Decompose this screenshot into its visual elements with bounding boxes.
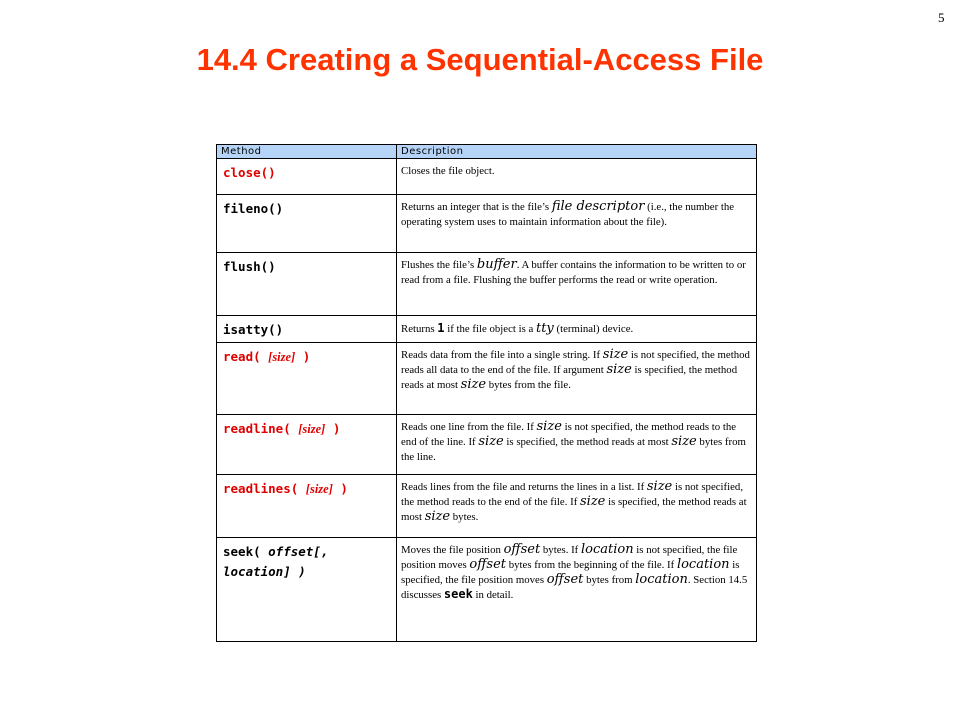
desc-text: Returns (401, 323, 438, 335)
description-isatty (397, 316, 757, 343)
desc-text: bytes from the line. (401, 435, 746, 463)
method-paren: ) (295, 349, 311, 364)
table-row (217, 415, 757, 475)
term-location: location (676, 556, 730, 572)
desc-text: is specified, the method reads at most (401, 363, 738, 391)
term-size: size (478, 433, 504, 449)
term-buffer: buffer (476, 257, 517, 272)
method-name: seek( (223, 544, 269, 559)
table-header-row (217, 145, 757, 159)
desc-text: (i.e., the number the operating system uses to maintain information about the file). (401, 201, 735, 228)
method-close: close() (217, 159, 397, 195)
method-readlines (217, 475, 397, 538)
method-name: read( (223, 349, 269, 364)
desc-text: is not specified, the method reads all data to the end of the file. If argument (401, 349, 750, 376)
desc-text: Flushes the file’s (401, 259, 477, 271)
value-one: 1 (437, 321, 445, 335)
desc-text: bytes from the file. (486, 378, 571, 391)
desc-text: if the file object is a (444, 323, 536, 335)
file-methods-table (216, 144, 757, 642)
description-readline (397, 415, 757, 475)
methods-table-container (216, 144, 756, 642)
desc-text: Closes the file object. (401, 165, 495, 177)
desc-text: is specified, the file position moves (401, 558, 740, 586)
method-isatty: isatty() (217, 316, 397, 343)
table-row (217, 195, 757, 253)
desc-text: Returns an integer that is the file’s (401, 201, 552, 213)
method-readline (217, 415, 397, 475)
desc-text: Reads lines from the file and returns the lines in a list. If (401, 481, 647, 493)
desc-text: in detail. (472, 589, 514, 602)
desc-text: is not specified, the file position moves (401, 544, 738, 571)
desc-text: is specified, the method reads at most (401, 495, 747, 523)
desc-text: bytes. If (540, 544, 581, 556)
term-location: location (580, 542, 634, 557)
desc-text: (terminal) device. (553, 323, 634, 335)
description-close (397, 159, 757, 195)
description-seek (397, 538, 757, 642)
description-read (397, 343, 757, 415)
description-flush (397, 253, 757, 316)
term-location: location (635, 571, 688, 587)
desc-text: is not specified, the method reads to the end of the line. If (401, 421, 737, 448)
method-seek (217, 538, 397, 642)
term-size: size (606, 361, 632, 377)
optional-arg: [size] (298, 422, 326, 436)
method-name: readlines( (223, 481, 306, 496)
term-size: size (424, 508, 451, 524)
term-size: size (646, 479, 673, 494)
desc-text: Reads one line from the file. If (401, 421, 537, 433)
desc-text: bytes from (583, 573, 636, 586)
desc-text: is specified, the method reads at most (503, 435, 672, 448)
desc-text: . A buffer contains the information to be written to or read from a file. Flushing the buffer performs the read or write operation. (401, 259, 746, 286)
term-offset: offset (469, 556, 507, 572)
desc-text: . Section 14.5 discusses (401, 573, 748, 602)
method-paren: ) (332, 481, 348, 496)
desc-text: Reads data from the file into a single string. If (401, 349, 603, 361)
term-file-descriptor: file descriptor (551, 199, 645, 214)
optional-arg: [size] (268, 350, 296, 364)
desc-text: is not specified, the method reads to the end of the file. If (401, 481, 744, 508)
term-size: size (536, 419, 562, 434)
desc-text: Moves the file position (401, 544, 504, 556)
header-method: Method (217, 145, 397, 159)
description-fileno (397, 195, 757, 253)
term-offset: offset (546, 571, 584, 587)
header-description: Description (397, 145, 757, 159)
method-fileno: fileno() (217, 195, 397, 253)
method-arg-offset: offset[, (268, 544, 329, 559)
table-row (217, 253, 757, 316)
term-offset: offset (503, 542, 541, 557)
keyword-seek: seek (443, 587, 473, 602)
term-tty: tty (535, 321, 554, 336)
desc-text: bytes from the beginning of the file. If (506, 558, 677, 571)
optional-arg: [size] (305, 482, 333, 496)
term-size: size (602, 347, 629, 362)
desc-text: bytes. (450, 510, 479, 523)
description-readlines (397, 475, 757, 538)
table-row (217, 316, 757, 343)
table-row (217, 475, 757, 538)
method-name: readline( (223, 421, 299, 436)
method-flush: flush() (217, 253, 397, 316)
term-size: size (460, 376, 487, 392)
method-paren: ) (325, 421, 341, 436)
page-number: 5 (938, 10, 945, 25)
table-row (217, 538, 757, 642)
method-arg-location: location] ) (223, 564, 306, 579)
table-row (217, 343, 757, 415)
table-row (217, 159, 757, 195)
slide-title: 14.4 Creating a Sequential-Access File (196, 42, 764, 77)
term-size: size (580, 493, 606, 509)
term-size: size (671, 433, 697, 449)
method-read (217, 343, 397, 415)
